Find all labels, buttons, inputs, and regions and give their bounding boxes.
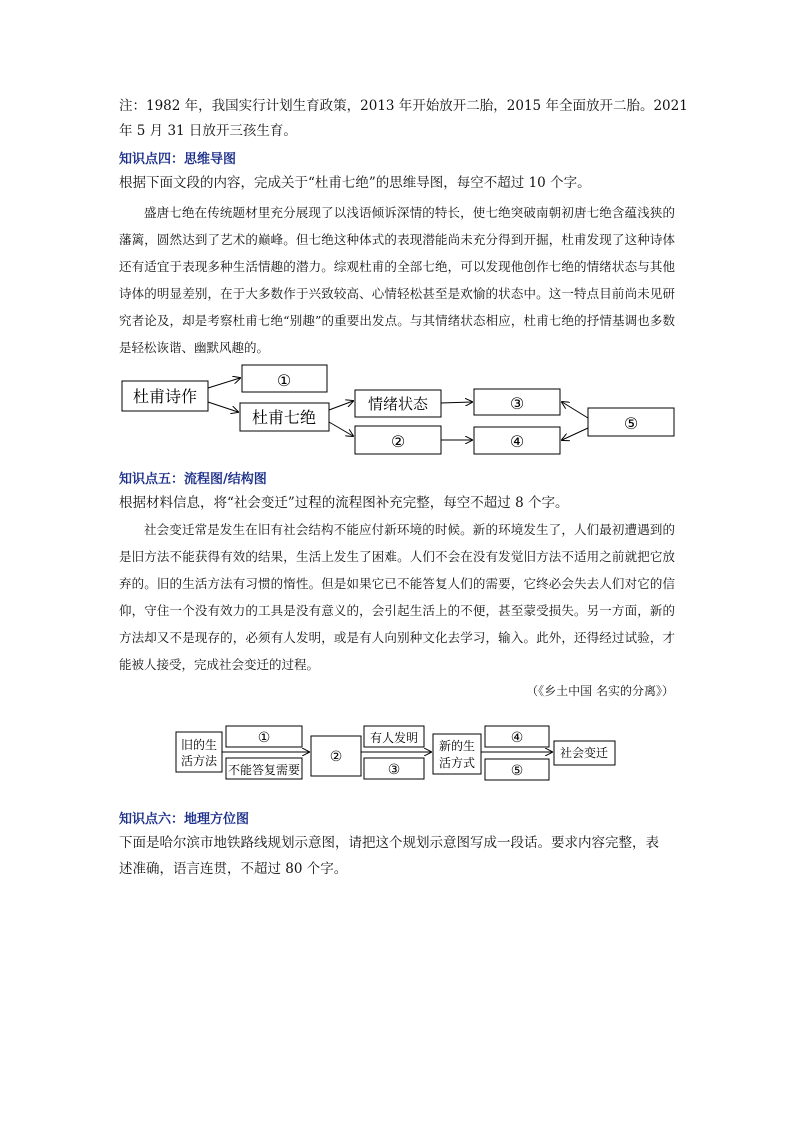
flow-label-cannot: 不能答复需要 [227, 763, 301, 777]
section6-line-1: 下面是哈尔滨市地铁路线规划示意图，请把这个规划示意图写成一段话。要求内容完整，表 [119, 835, 659, 851]
flow-label-change: 社会变迁 [559, 746, 609, 760]
flow-label-blank3: ③ [387, 762, 401, 778]
flow-label-blank5: ⑤ [510, 763, 524, 779]
section4-heading: 知识点四：思维导图 [119, 152, 237, 167]
arrow-blank5-blank4 [562, 428, 588, 440]
arrow-blank5-blank3 [562, 402, 588, 418]
arrow-mood-blank3 [441, 402, 472, 403]
flow-label-blank2: ② [329, 749, 343, 765]
section5-instruction: 根据材料信息，将“社会变迁”过程的流程图补充完整，每空不超过 8 个字。 [119, 495, 569, 511]
flow-label-new1: 新的生 [438, 739, 476, 753]
arrow-qijue-mood [329, 401, 353, 410]
label-blank4: ④ [509, 432, 525, 451]
label-blank1: ① [276, 371, 292, 390]
flow-label-blank4: ④ [510, 730, 524, 746]
label-qijue: 杜甫七绝 [251, 408, 317, 427]
arrow-qijue-blank2 [329, 422, 353, 436]
flow-label-old1: 旧的生 [180, 738, 218, 752]
flow-label-new2: 活方式 [438, 756, 476, 770]
section6-line-2: 述准确，语言连贯，不超过 80 个字。 [119, 861, 348, 877]
arrow-root-blank1 [208, 378, 240, 388]
note-line-1: 注：1982 年，我国实行计划生育政策，2013 年开始放开二胎，2015 年全面放开二胎。2021 [119, 98, 688, 114]
flow-label-blank1: ① [257, 730, 271, 746]
section5-passage [119, 516, 675, 678]
label-blank2: ② [390, 432, 406, 451]
flow-label-invented: 有人发明 [369, 731, 419, 745]
arrow-root-qijue [208, 402, 238, 412]
flow-label-old2: 活方法 [180, 754, 218, 768]
section4-instruction: 根据下面文段的内容，完成关于“杜甫七绝”的思维导图，每空不超过 10 个字。 [119, 175, 591, 191]
section6-heading: 知识点六：地理方位图 [119, 812, 250, 827]
section5-passage-text: 社会变迁常是发生在旧有社会结构不能应付新环境的时候。新的环境发生了，人们最初遭遇到的是旧方法不能获得有效的结果，生活上发生了困难。人们不会在没有发觉旧方法不适用之前就把它放弃的。旧的生活方法有习惯的惰性。但是如果它已不能答复人们的需要，它终必会失去人们对它的信仰，守住一个没有效力的工具是没有意义的，会引起生活上的不便，甚至蒙受损失。另一方面，新的方法却又不是现存的，必须有人发明，或是有人向别种文化去学习，输入。此外，还得经过试验，才能被人接受，完成社会变迁的过程。 [119, 522, 675, 672]
section5-heading: 知识点五：流程图/结构图 [119, 472, 267, 487]
note-line-2: 年 5 月 31 日放开三孩生育。 [119, 123, 297, 139]
label-blank3: ③ [509, 394, 525, 413]
label-mood: 情绪状态 [367, 395, 429, 413]
section5-citation: （《乡土中国 名实的分离》） [526, 684, 674, 698]
section4-passage-text: 盛唐七绝在传统题材里充分展现了以浅语倾诉深情的特长，使七绝突破南朝初唐七绝含蕴浅狭的藩篱，圆然达到了艺术的巅峰。但七绝这种体式的表现潜能尚未充分得到开掘，杜甫发现了这种诗体还有适宜于表现多种生活情趣的潜力。综观杜甫的全部七绝，可以发现他创作七绝的情绪状态与其他诗体的明显差别，在于大多数作于兴致较高、心情轻松甚至是欢愉的状态中。这一特点目前尚未见研究者论及，却是考察杜甫七绝“别趣”的重要出发点。与其情绪状态相应，杜甫七绝的抒情基调也多数是轻松诙谐、幽默风趣的。 [119, 205, 675, 355]
label-blank5: ⑤ [623, 414, 639, 433]
label-root: 杜甫诗作 [132, 387, 198, 406]
